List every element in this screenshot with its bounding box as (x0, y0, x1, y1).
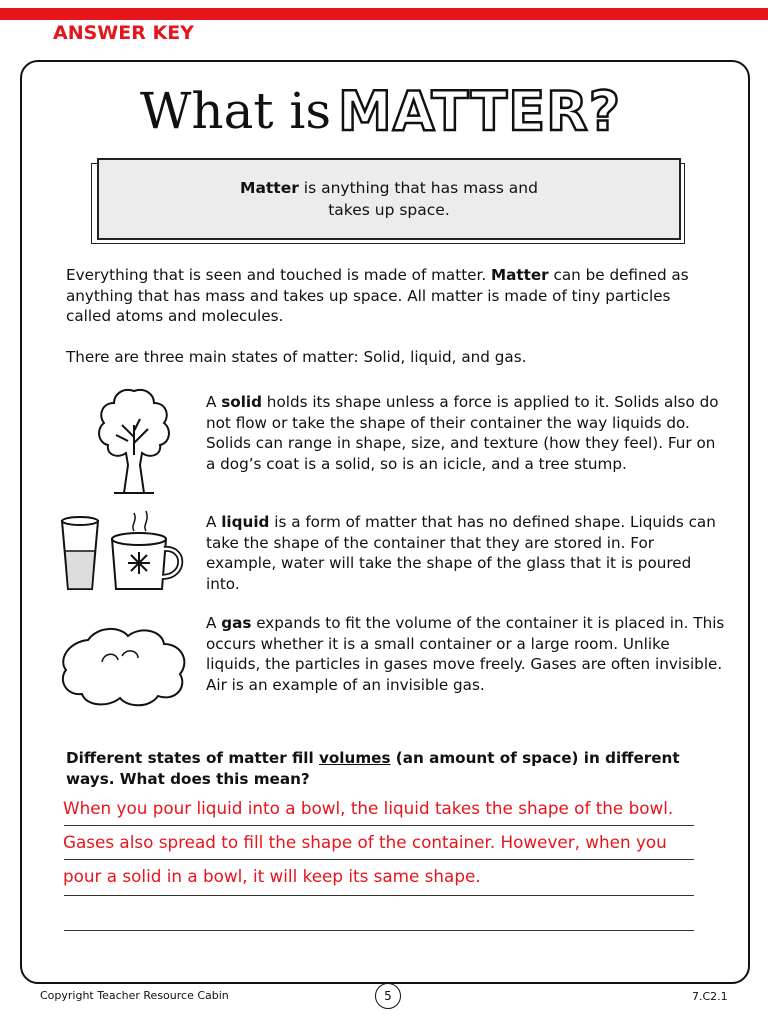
glass-and-mug-icon (58, 505, 198, 595)
footer-copyright: Copyright Teacher Resource Cabin (40, 989, 229, 1002)
page-code: 7.C2.1 (692, 990, 728, 1003)
intro-text-2: can be defined as anything that has mass and takes up space. All matter is made of tiny particles called atoms and molecules. (66, 266, 689, 325)
intro-paragraph (66, 265, 716, 327)
answer-line-1: When you pour liquid into a bowl, the liquid takes the shape of the bowl. (63, 798, 674, 818)
answer-line-3: pour a solid in a bowl, it will keep its same shape. (63, 866, 481, 886)
answer-rule-2 (64, 859, 694, 860)
answer-rule-3 (64, 895, 694, 896)
answer-line-2: Gases also spread to fill the shape of the container. However, when you (63, 832, 667, 852)
states-intro: There are three main states of matter: Solid, liquid, and gas. (66, 348, 527, 366)
definition-term: Matter (240, 179, 299, 197)
answer-rule-4 (64, 930, 694, 931)
liquid-text: is a form of matter that has no defined shape. Liquids can take the shape of the container that they are stored in. For example, water will take the shape of the glass that it is poured into. (206, 513, 716, 593)
solid-pre: A (206, 393, 222, 411)
answer-rule-1 (64, 825, 694, 826)
liquid-paragraph (206, 512, 726, 594)
solid-paragraph (206, 392, 726, 474)
solid-text: holds its shape unless a force is applied to it. Solids also do not flow or take the shape of their container the way liquids do. Solids can range in shape, size, and texture (how they feel). Fur on a dog’s coat is a solid, so is an icicle, and a tree stump. (206, 393, 719, 473)
question-text-2: (an amount of space) in different ways. What does this mean? (66, 749, 680, 788)
answer-key-label: ANSWER KEY (53, 22, 194, 44)
intro-text-1: Everything that is seen and touched is made of matter. (66, 266, 491, 284)
intro-bold-term: Matter (491, 266, 549, 284)
gas-term: gas (221, 614, 252, 632)
page-title (140, 78, 640, 150)
definition-box (97, 158, 681, 240)
page-number: 5 (375, 983, 401, 1009)
title-highlight: MATTER? (338, 80, 622, 143)
tree-icon (92, 385, 177, 500)
gas-pre: A (206, 614, 222, 632)
cloud-icon (58, 622, 193, 710)
definition-body: is anything that has mass and takes up space. (298, 179, 538, 219)
gas-text: expands to fit the volume of the container it is placed in. This occurs whether it is a small container or a large room. Unlike liquids, the particles in gases move freely. Gases are often invisible. Air is an example of an invisible gas. (206, 614, 725, 694)
liquid-term: liquid (221, 513, 270, 531)
question-underlined: volumes (318, 749, 391, 767)
liquid-pre: A (206, 513, 222, 531)
question-prompt (66, 748, 686, 789)
gas-paragraph (206, 613, 726, 695)
definition-text (229, 177, 549, 221)
title-prefix: What is (140, 82, 332, 140)
question-text-1: Different states of matter fill (66, 749, 319, 767)
solid-term: solid (221, 393, 262, 411)
top-red-bar (0, 8, 768, 20)
